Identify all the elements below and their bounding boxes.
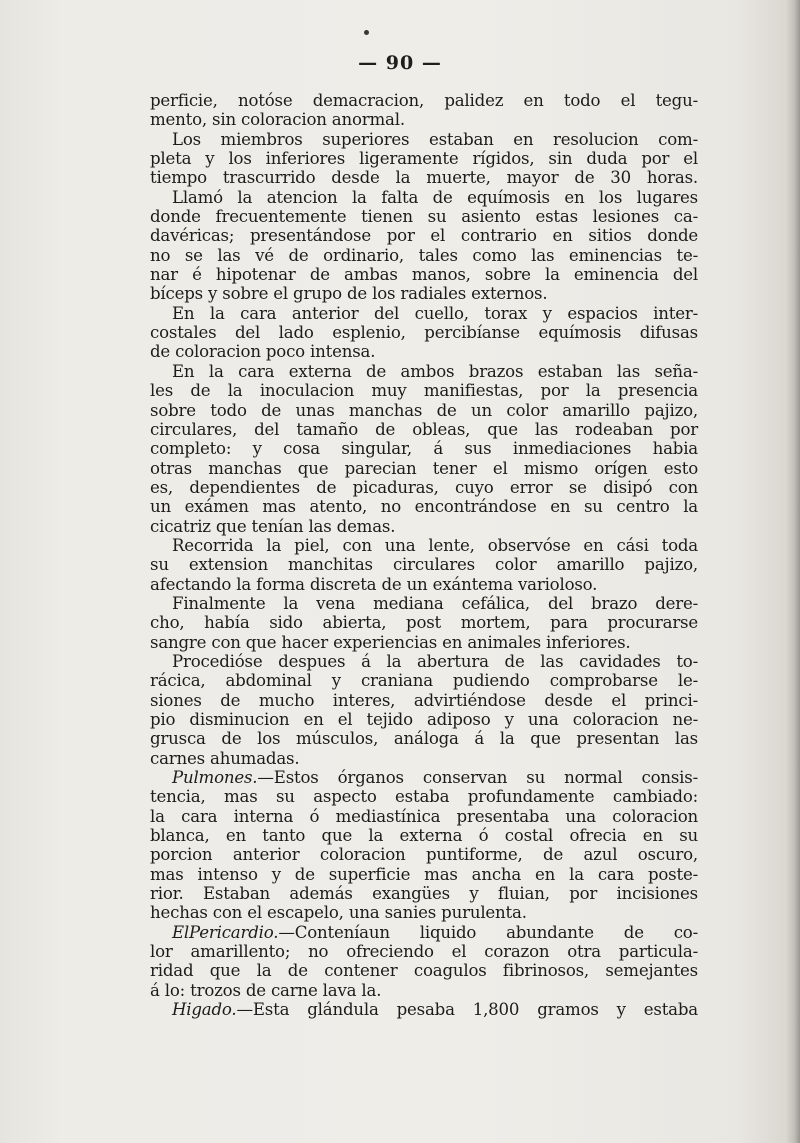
text-line: nar é hipotenar de ambas manos, sobre la eminencia del (150, 265, 698, 285)
text-line: sobre todo de unas manchas de un color amarillo pajizo, (150, 400, 698, 420)
page-number: — 90 — (358, 52, 442, 74)
text-line: un exámen mas atento, no encontrándose en su centro la (150, 497, 698, 517)
text-segment: —Estos órganos conservan su normal consis- (257, 768, 698, 788)
text-line: pio disminucion en el tejido adiposo y una coloracion ne- (150, 710, 698, 729)
text-line: En la cara externa de ambos brazos estaban las seña- (172, 361, 698, 381)
text-line: es, dependientes de picaduras, cuyo error se disipó con (150, 477, 698, 497)
text-line: cicatriz que tenían las demas. (150, 516, 396, 536)
text-line: tiempo trascurrido desde la muerte, mayor de 30 horas. (150, 168, 698, 188)
paragraph (150, 652, 698, 768)
section-label-pericardio: ElPericardio. (172, 922, 279, 942)
text-line: Llamó la atencion la falta de equímosis en los lugares (172, 187, 698, 207)
text-line: de coloracion poco intensa. (150, 342, 376, 362)
paragraph (150, 304, 698, 362)
text-line: Procedióse despues á la abertura de las cavidades to- (172, 651, 698, 671)
text-line (150, 1000, 698, 1019)
text-line (150, 768, 698, 787)
text-line: grusca de los músculos, análoga á la que presentan las (150, 729, 698, 749)
paragraph (150, 1000, 698, 1019)
text-line: Finalmente la vena mediana cefálica, del brazo dere- (172, 593, 698, 613)
text-line: la cara interna ó mediastínica presentaba una coloracion (150, 806, 698, 826)
text-line: siones de mucho interes, advirtiéndose desde el princi- (150, 690, 698, 710)
text-line: mas intenso y de superficie mas ancha en la cara poste- (150, 864, 698, 884)
text-segment: —Esta glándula pesaba 1,800 gramos y estaba (236, 1000, 698, 1020)
print-dot (364, 30, 369, 35)
text-line: completo: y cosa singular, á sus inmediaciones habia (150, 439, 698, 459)
page-edge-shadow (786, 0, 800, 1143)
text-line: costales del lado esplenio, percibíanse equímosis difusas (150, 323, 698, 343)
text-line: cho, había sido abierta, post mortem, para procurarse (150, 613, 698, 633)
text-line: Recorrida la piel, con una lente, observóse en cási toda (172, 535, 698, 555)
text-line: porcion anterior coloracion puntiforme, de azul oscuro, (150, 845, 698, 865)
text-line: afectando la forma discreta de un exántema varioloso. (150, 574, 598, 594)
paragraph (150, 536, 698, 594)
text-line: En la cara anterior del cuello, torax y espacios inter- (172, 303, 698, 323)
text-line: blanca, en tanto que la externa ó costal ofrecia en su (150, 826, 698, 846)
text-line: su extension manchitas circulares color amarillo pajizo, (150, 555, 698, 575)
text-line: no se las vé de ordinario, tales como las eminencias te- (150, 245, 698, 265)
text-line: rácica, abdominal y craniana pudiendo comprobarse le- (150, 671, 698, 691)
paragraph (150, 768, 698, 923)
text-line: tencia, mas su aspecto estaba profundamente cambiado: (150, 787, 698, 807)
paragraph (150, 188, 698, 304)
text-line: davéricas; presentándose por el contrario en sitios donde (150, 226, 698, 246)
text-line: Los miembros superiores estaban en resolucion com- (172, 129, 698, 149)
text-line: otras manchas que parecian tener el mismo orígen esto (150, 458, 698, 478)
section-label-pulmones: Pulmones. (172, 768, 258, 788)
text-line: les de la inoculacion muy manifiestas, por la presencia (150, 381, 698, 401)
paragraph (150, 362, 698, 536)
text-segment: —Conteníaun liquido abundante de co- (278, 922, 698, 942)
text-line: ridad que la de contener coagulos fibrinosos, semejantes (150, 961, 698, 981)
text-line: bíceps y sobre el grupo de los radiales externos. (150, 284, 548, 304)
text-line: perficie, notóse demacracion, palidez en todo el tegu- (150, 91, 698, 110)
section-label-higado: Higado. (172, 1000, 237, 1020)
text-line: carnes ahumadas. (150, 748, 300, 768)
text-line: donde frecuentemente tienen su asiento estas lesiones ca- (150, 207, 698, 227)
text-line: lor amarillento; no ofreciendo el corazon otra particula- (150, 942, 698, 962)
text-line: circulares, del tamaño de obleas, que las rodeaban por (150, 419, 698, 439)
text-line: pleta y los inferiores ligeramente rígidos, sin duda por el (150, 149, 698, 169)
paragraph (150, 91, 698, 130)
text-line: á lo: trozos de carne lava la. (150, 980, 382, 1000)
text-line: rior. Estaban además exangües y fluian, por incisiones (150, 884, 698, 904)
text-line: hechas con el escapelo, una sanies purulenta. (150, 903, 527, 923)
body-text (150, 91, 698, 1020)
text-line (150, 923, 698, 942)
paragraph (150, 130, 698, 188)
text-line: mento, sin coloracion anormal. (150, 110, 405, 130)
paragraph (150, 594, 698, 652)
text-line: sangre con que hacer experiencias en animales inferiores. (150, 632, 631, 652)
paragraph (150, 923, 698, 1000)
